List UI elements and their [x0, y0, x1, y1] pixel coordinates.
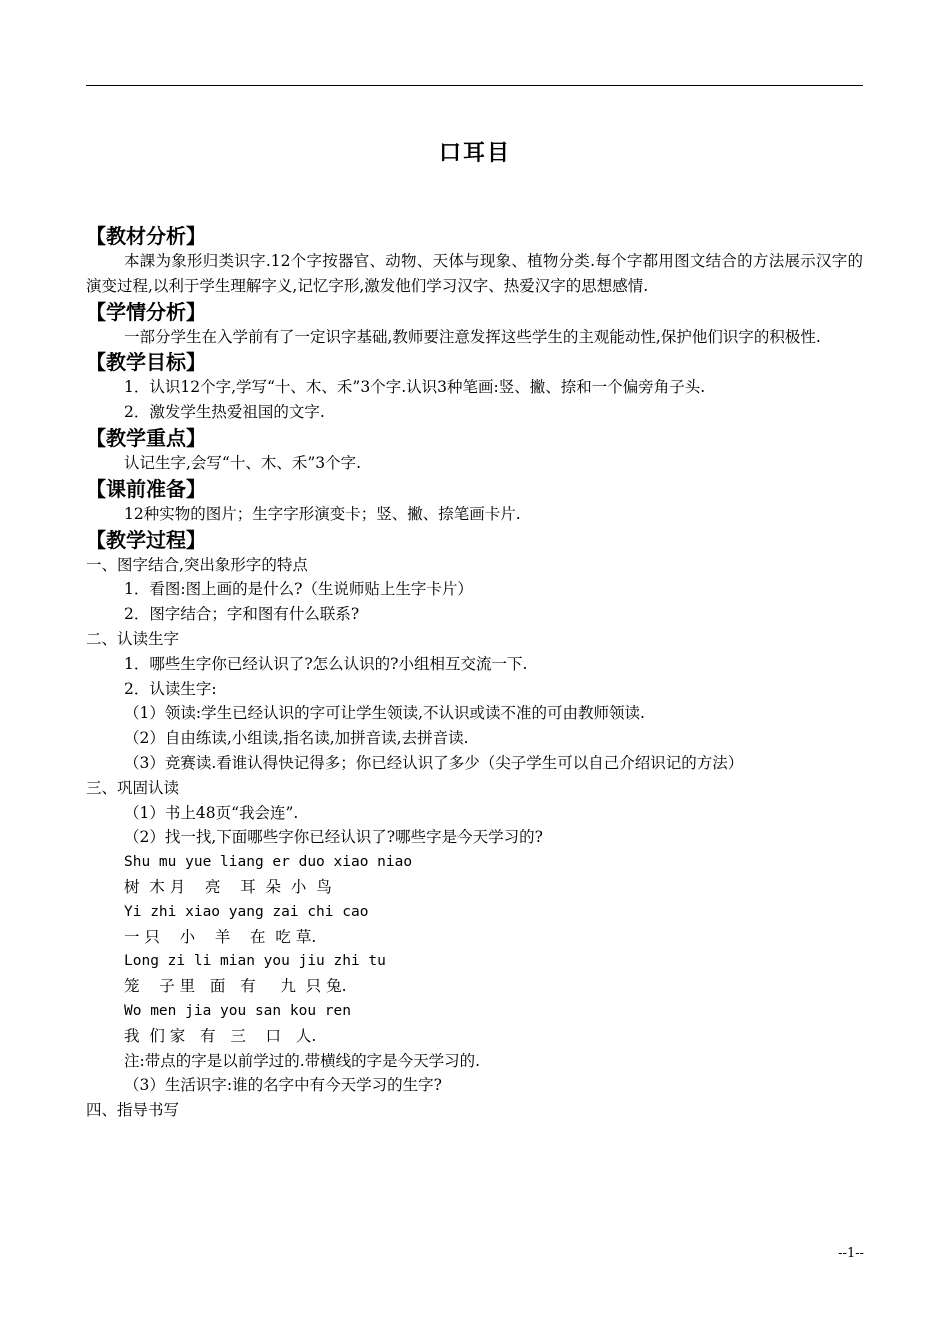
hanzi-line: 一 只 小 羊 在 吃 草.	[124, 927, 317, 946]
header-rule	[86, 85, 863, 86]
list-item: 1．认识12个字,学写“十、木、禾”3个字.认识3种笔画:竖、撇、捺和一个偏旁角子头.	[124, 378, 706, 397]
hanzi-line: 笼 子 里 面 有 九 只 兔.	[124, 977, 347, 996]
sub-item: （3）竞赛读.看谁认得快记得多；你已经认识了多少（尖子学生可以自己介绍识记的方法）	[124, 753, 744, 772]
sub-item: （2）自由练读,小组读,指名读,加拼音读,去拼音读.	[124, 729, 469, 748]
pinyin-line: Wo men jia you san kou ren	[124, 1002, 351, 1019]
sub-item: （1）书上48页“我会连”.	[124, 803, 299, 822]
sub-item: （1）领读:学生已经认识的字可让学生领读,不认识或读不准的可由教师领读.	[124, 704, 645, 723]
note: 注:带点的字是以前学过的.带横线的字是今天学习的.	[124, 1051, 481, 1070]
paragraph: 本課为象形归类识字.12个字按器官、动物、天体与现象、植物分类.每个字都用图文结合的方法展示汉字的演变过程,以利于学生理解字义,记忆字形,激发他们学习汉字、热爱汉字的思想感情.	[86, 252, 863, 295]
section-heading: 【课前准备】	[86, 476, 206, 501]
page-number: --1--	[838, 1246, 864, 1261]
paragraph: 12种实物的图片；生字字形演变卡；竖、撇、捺笔画卡片.	[124, 504, 521, 523]
section-heading: 【教学过程】	[86, 527, 206, 552]
pinyin-line: Long zi li mian you jiu zhi tu	[124, 953, 386, 970]
sub-item: （3）生活识字:谁的名字中有今天学习的生字?	[124, 1076, 442, 1095]
pinyin-line: Yi zhi xiao yang zai chi cao	[124, 903, 369, 920]
list-item: 1．哪些生字你已经认识了?怎么认识的?小组相互交流一下.	[124, 654, 528, 673]
list-item: 2．认读生字:	[124, 679, 217, 698]
list-item: 2．激发学生热爱祖国的文字.	[124, 403, 325, 422]
step-title: 二、认读生字	[86, 629, 180, 648]
section-heading: 【教材分析】	[86, 224, 206, 248]
sub-item: （2）找一找,下面哪些字你已经认识了?哪些字是今天学习的?	[124, 828, 543, 847]
paragraph: 认记生字,会写“十、木、禾”3个字.	[124, 453, 362, 472]
list-item: 1．看图:图上画的是什么?（生说师贴上生字卡片）	[124, 580, 473, 599]
paragraph: 一部分学生在入学前有了一定识字基础,教师要注意发挥这些学生的主观能动性,保护他们识字的积极性.	[124, 327, 821, 346]
section-heading: 【教学重点】	[86, 425, 206, 450]
hanzi-line: 我 们 家 有 三 口 人.	[124, 1026, 317, 1045]
step-title: 三、巩固认读	[86, 778, 180, 797]
pinyin-line: Shu mu yue liang er duo xiao niao	[124, 854, 413, 871]
step-title: 一、图字结合,突出象形字的特点	[86, 555, 308, 574]
section-heading: 【教学目标】	[86, 350, 206, 375]
step-title: 四、指导书写	[86, 1101, 180, 1120]
hanzi-line: 树 木 月 亮 耳 朵 小 鸟	[124, 877, 332, 896]
section-heading: 【学情分析】	[86, 299, 206, 324]
list-item: 2．图字结合；字和图有什么联系?	[124, 605, 360, 624]
page-title: 口耳目	[438, 141, 511, 166]
document-body	[86, 223, 863, 1123]
